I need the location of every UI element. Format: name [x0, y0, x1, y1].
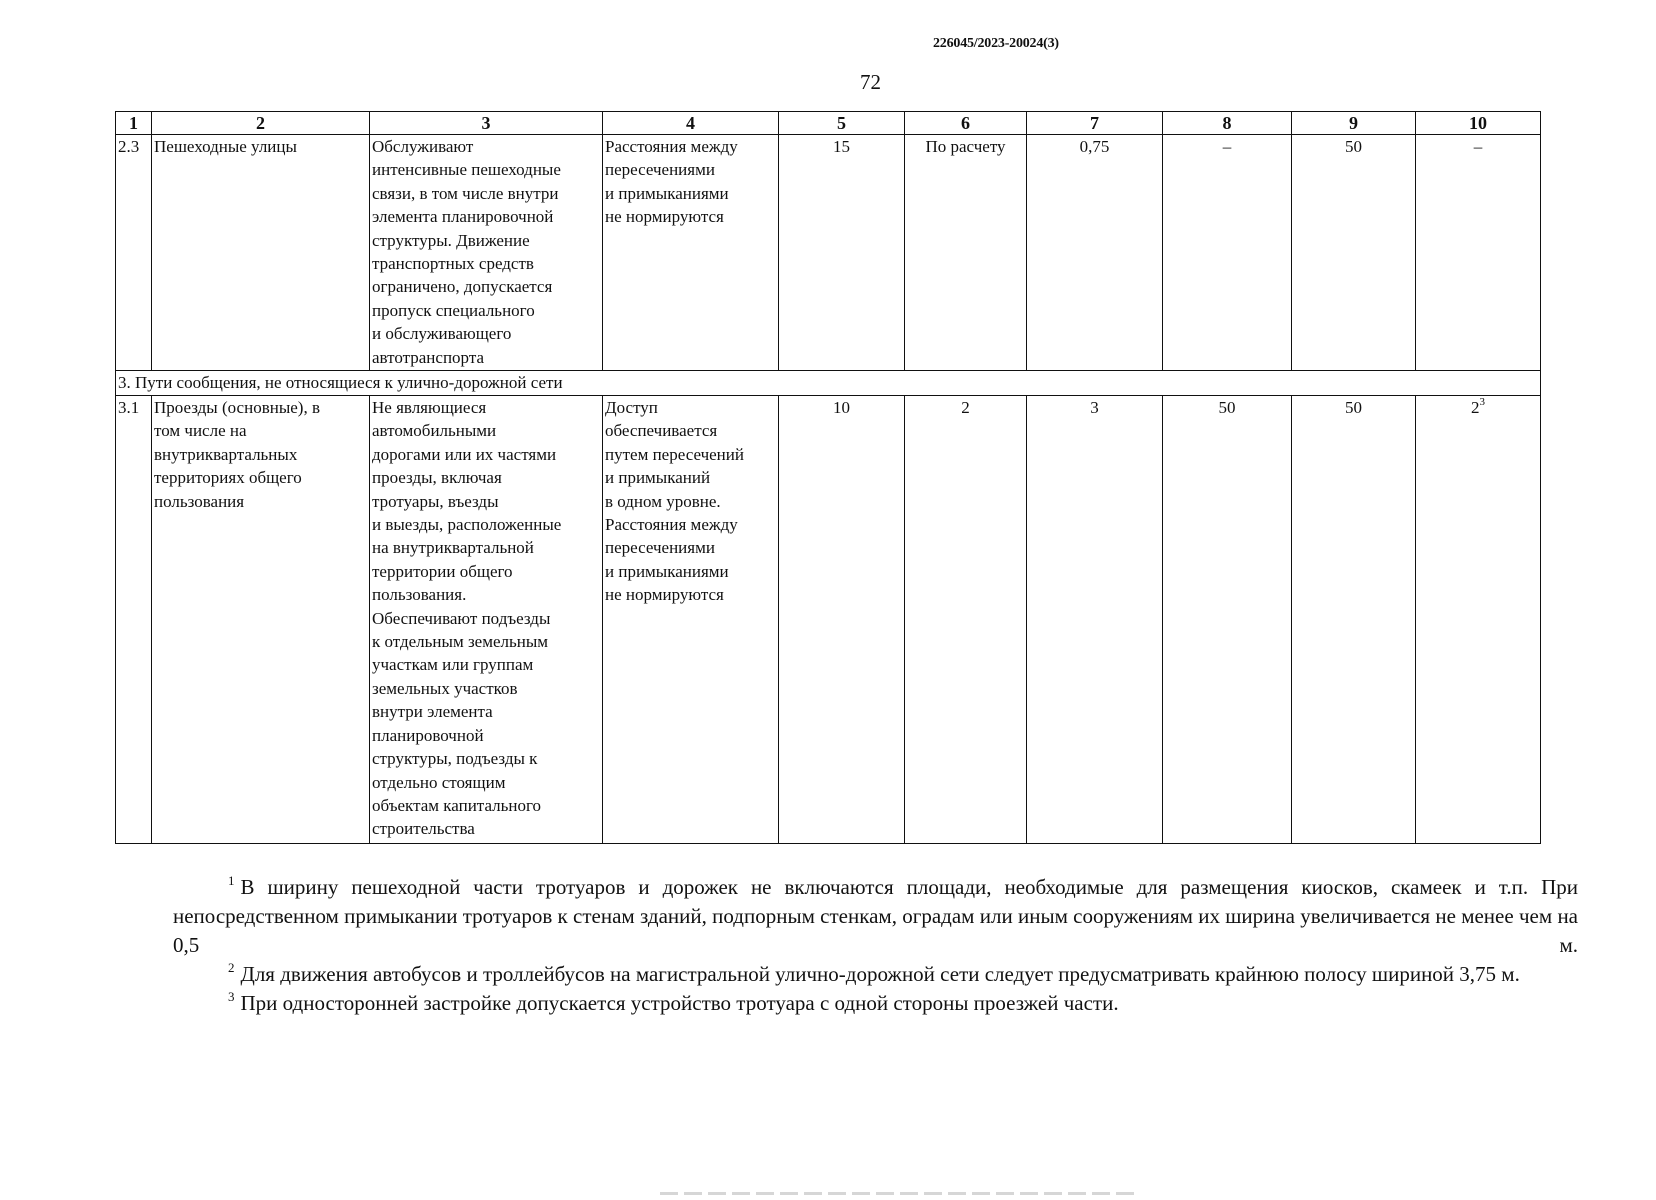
cell-line: элемента планировочной — [372, 207, 554, 227]
cell-line: проезды, включая — [372, 468, 502, 488]
cell-line: в одном уровне. — [605, 491, 721, 511]
column-header: 1 — [116, 112, 152, 135]
purpose-cell — [370, 135, 603, 371]
column-header: 6 — [905, 112, 1027, 135]
column-header: 5 — [779, 112, 905, 135]
column-header: 4 — [603, 112, 779, 135]
row-number: 2.3 — [116, 135, 152, 371]
column-number-row — [116, 112, 1541, 135]
cell-line: и примыканиями — [605, 183, 729, 203]
cell-line: том числе на — [154, 421, 247, 441]
page-number: 72 — [860, 70, 881, 94]
road-type-cell — [152, 135, 370, 371]
value-cell-col7: 0,75 — [1027, 135, 1163, 371]
cell-line: Пешеходные улицы — [154, 137, 297, 156]
cell-line: путем пересечений — [605, 444, 744, 464]
value-cell-col8: – — [1163, 135, 1292, 371]
table-row-2-3 — [116, 135, 1541, 371]
row-number: 3.1 — [116, 396, 152, 844]
access-cell — [603, 135, 779, 371]
cell-line: участкам или группам — [372, 655, 534, 675]
road-type-cell — [152, 396, 370, 844]
value-cell-col5: 15 — [779, 135, 905, 371]
cell-line: автотранспорта — [372, 347, 485, 367]
cell-line: планировочной — [372, 725, 484, 745]
cell-line: объектам капитального — [372, 795, 542, 815]
cell-line: интенсивные пешеходные — [372, 160, 561, 180]
value-cell-col9: 50 — [1292, 135, 1416, 371]
footnote-1 — [173, 873, 1578, 960]
cell-line: внутри элемента — [372, 702, 493, 722]
cell-line: и обслуживающего — [372, 324, 512, 344]
cell-line: и примыканиями — [605, 561, 729, 581]
cell-line: к отдельным земельным — [372, 632, 549, 652]
purpose-cell — [370, 396, 603, 844]
value-cell-col6: По расчету — [905, 135, 1027, 371]
cell-line: Обслуживают — [372, 137, 474, 156]
footnote-reference: 3 — [1479, 396, 1485, 408]
cell-line: и примыканий — [605, 468, 711, 488]
scan-artifact — [660, 1192, 1140, 1195]
column-header: 3 — [370, 112, 603, 135]
footnote-mark: 3 — [228, 989, 235, 1004]
column-header: 2 — [152, 112, 370, 135]
section-heading: 3. Пути сообщения, не относящиеся к улично-дорожной сети — [116, 371, 1541, 396]
cell-line: и выезды, расположенные — [372, 515, 562, 535]
cell-line: земельных участков — [372, 678, 518, 698]
value-text: 2 — [1471, 398, 1480, 417]
cell-line: отдельно стоящим — [372, 772, 506, 792]
cell-line: пропуск специального — [372, 300, 535, 320]
footnote-3 — [173, 989, 1578, 1018]
value-cell-col10 — [1416, 396, 1541, 844]
column-header: 9 — [1292, 112, 1416, 135]
cell-line: пересечениями — [605, 160, 715, 180]
cell-line: пересечениями — [605, 538, 715, 558]
cell-line: автомобильными — [372, 421, 497, 441]
footnote-2 — [173, 960, 1578, 989]
road-norms-table — [115, 111, 1541, 844]
footnote-mark: 1 — [228, 873, 235, 888]
value-cell-col10: – — [1416, 135, 1541, 371]
section-row — [116, 371, 1541, 396]
cell-line: строительства — [372, 819, 475, 839]
cell-line: внутриквартальных — [154, 444, 298, 464]
column-header: 8 — [1163, 112, 1292, 135]
cell-line: Обеспечивают подъезды — [372, 608, 551, 628]
cell-line: пользования — [154, 491, 245, 511]
cell-line: не нормируются — [605, 207, 724, 227]
document-id: 226045/2023-20024(3) — [933, 36, 1059, 51]
column-header: 7 — [1027, 112, 1163, 135]
cell-line: на внутриквартальной — [372, 538, 534, 558]
cell-line: не нормируются — [605, 585, 724, 605]
cell-line: Проезды (основные), в — [154, 398, 320, 417]
value-cell-col9: 50 — [1292, 396, 1416, 844]
cell-line: ограничено, допускается — [372, 277, 553, 297]
cell-line: транспортных средств — [372, 254, 534, 274]
footnote-text: При односторонней застройке допускается устройство тротуара с одной стороны проезжей части. — [240, 991, 1119, 1015]
value-cell-col7: 3 — [1027, 396, 1163, 844]
cell-line: территории общего — [372, 561, 513, 581]
cell-line: Не являющиеся — [372, 398, 487, 417]
table-row-3-1 — [116, 396, 1541, 844]
cell-line: структуры. Движение — [372, 230, 530, 250]
value-cell-col5: 10 — [779, 396, 905, 844]
cell-line: обеспечивается — [605, 421, 718, 441]
cell-line: дорогами или их частями — [372, 444, 557, 464]
cell-line: связи, в том числе внутри — [372, 183, 559, 203]
cell-line: пользования. — [372, 585, 467, 605]
footnotes — [173, 873, 1578, 1018]
access-cell — [603, 396, 779, 844]
cell-line: структуры, подъезды к — [372, 749, 538, 769]
value-cell-col6: 2 — [905, 396, 1027, 844]
cell-line: Расстояния между — [605, 515, 738, 535]
footnote-text: Для движения автобусов и троллейбусов на магистральной улично-дорожной сети следует предусматривать крайнюю полосу шириной 3,75 м. — [240, 962, 1520, 986]
cell-line: Доступ — [605, 398, 658, 417]
cell-line: тротуары, въезды — [372, 491, 499, 511]
footnote-text: В ширину пешеходной части тротуаров и дорожек не включаются площади, необходимые для размещения киосков, скамеек и т.п. При непосредственном примыкании тротуаров к стенам зданий, подпорным стенкам, оградам или иным сооружениям их ширина увеличивается не менее чем на 0,5 м. — [173, 875, 1578, 957]
column-header: 10 — [1416, 112, 1541, 135]
footnote-mark: 2 — [228, 960, 235, 975]
cell-line: Расстояния между — [605, 137, 738, 156]
value-cell-col8: 50 — [1163, 396, 1292, 844]
cell-line: территориях общего — [154, 468, 302, 488]
